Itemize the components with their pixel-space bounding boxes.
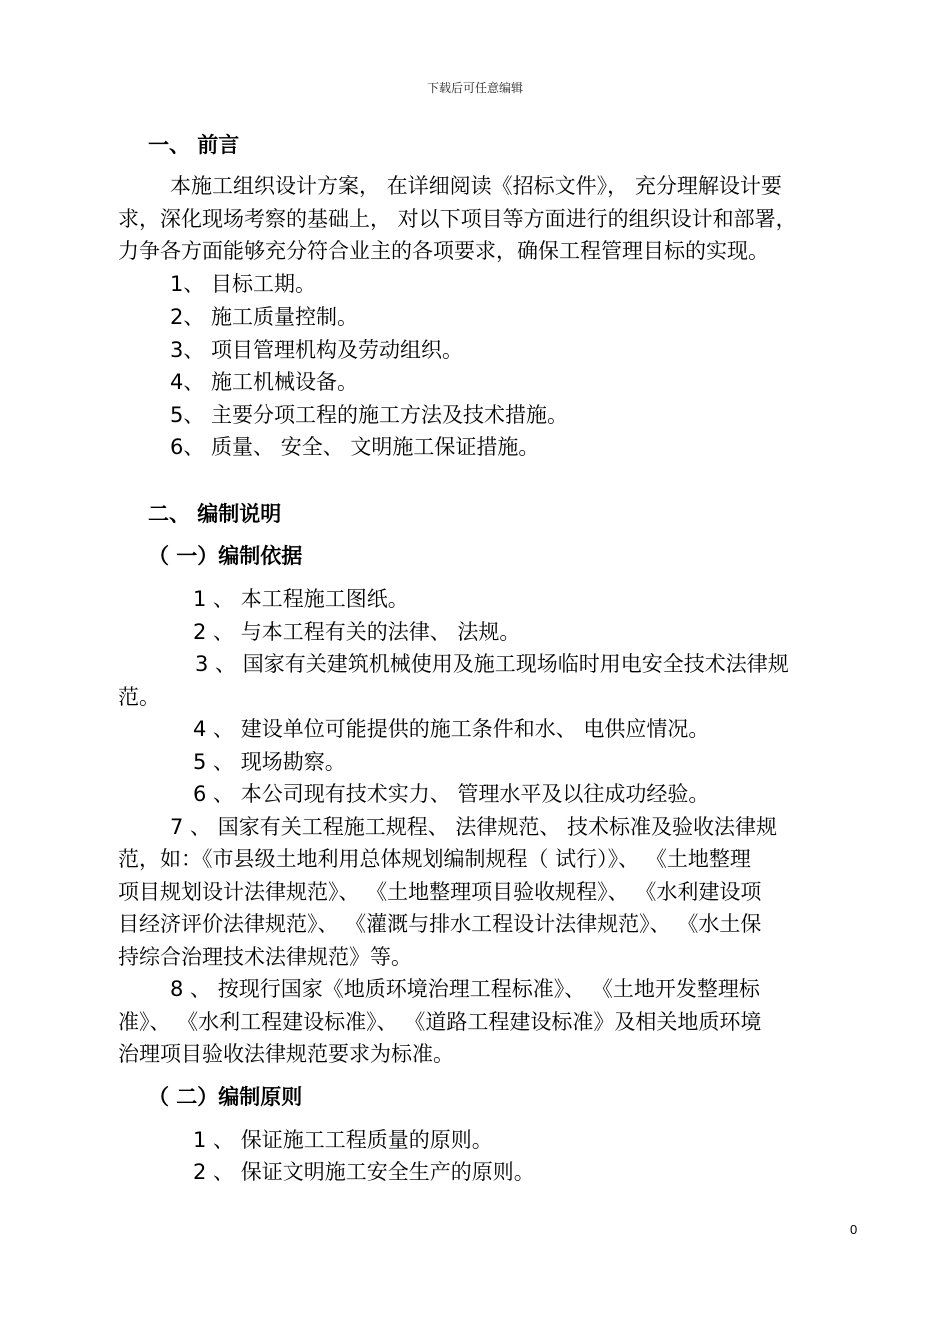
paragraph-line: 范，如：《市县级土地利用总体规划编制规程（ 试行）》、 《土地整理	[118, 847, 751, 871]
list-item: 5 、 现场勘察。	[193, 750, 346, 774]
list-item: 4 、 建设单位可能提供的施工条件和水、 电供应情况。	[193, 717, 710, 741]
list-item: 6、 质量、 安全、 文明施工保证措施。	[170, 435, 540, 459]
page-number: 0	[850, 1222, 858, 1237]
list-item: 2 、 与本工程有关的法律、 法规。	[193, 620, 521, 644]
paragraph-line: 本施工组织设计方案， 在详细阅读《招标文件》， 充分理解设计要	[170, 174, 782, 198]
section-heading-compilation: 二、 编制说明	[148, 502, 282, 526]
list-item: 1、 目标工期。	[170, 272, 317, 296]
paragraph-line: 力争各方面能够充分符合业主的各项要求，确保工程管理目标的实现。	[118, 239, 769, 263]
paragraph-line: 项目规划设计法律规范》、 《土地整理项目验收规程》、 《水利建设项	[118, 880, 762, 904]
list-item: 5、 主要分项工程的施工方法及技术措施。	[170, 403, 569, 427]
paragraph-line: 持综合治理技术法律规范》等。	[118, 945, 412, 969]
list-item: 4、 施工机械设备。	[170, 370, 359, 394]
subsection-heading-principles: （ 二）编制原则	[148, 1085, 303, 1109]
paragraph-line: 求，深化现场考察的基础上， 对以下项目等方面进行的组织设计和部署，	[118, 207, 797, 231]
list-item: 8 、 按现行国家《地质环境治理工程标准》、 《土地开发整理标	[170, 977, 760, 1001]
list-item: 2、 施工质量控制。	[170, 305, 359, 329]
list-item: 6 、 本公司现有技术实力、 管理水平及以往成功经验。	[193, 782, 710, 806]
paragraph-line: 准》、 《水利工程建设标准》、 《道路工程建设标准》及相关地质环境	[118, 1010, 762, 1034]
list-item: 3 、 国家有关建筑机械使用及施工现场临时用电安全技术法律规	[195, 652, 789, 676]
list-item: 2 、 保证文明施工安全生产的原则。	[193, 1160, 535, 1184]
subsection-heading-basis: （ 一）编制依据	[148, 544, 303, 568]
list-item: 1 、 保证施工工程质量的原则。	[193, 1128, 493, 1152]
list-item: 3、 项目管理机构及劳动组织。	[170, 338, 464, 362]
page-header: 下载后可任意编辑	[426, 81, 523, 95]
paragraph-line: 范。	[118, 685, 160, 709]
section-heading-preface: 一、 前言	[148, 133, 240, 157]
paragraph-line: 治理项目验收法律规范要求为标准。	[118, 1042, 454, 1066]
paragraph-line: 目经济评价法律规范》、 《灌溉与排水工程设计法律规范》、 《水土保	[118, 912, 762, 936]
list-item: 1 、 本工程施工图纸。	[193, 587, 409, 611]
list-item: 7 、 国家有关工程施工规程、 法律规范、 技术标准及验收法律规	[170, 815, 778, 839]
